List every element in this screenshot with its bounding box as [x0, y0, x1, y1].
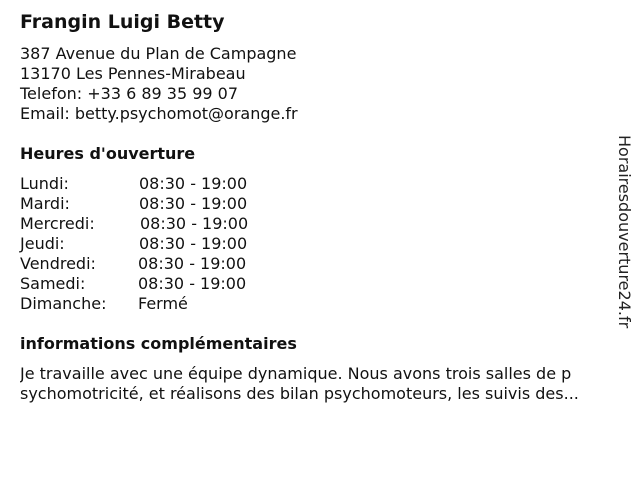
- time-range: 08:30 - 19:00: [138, 254, 247, 273]
- day-label: Vendredi:: [20, 254, 96, 273]
- info-description: [20, 364, 630, 404]
- business-name: Frangin Luigi Betty: [20, 11, 225, 33]
- time-range: 08:30 - 19:00: [139, 234, 248, 253]
- street-address: 387 Avenue du Plan de Campagne: [20, 44, 297, 63]
- time-range: Fermé: [138, 294, 188, 313]
- contact-block: [20, 44, 298, 124]
- day-label: Jeudi:: [20, 234, 65, 253]
- info-line: Je travaille avec une équipe dynamique. Nous avons trois salles de p: [20, 364, 572, 383]
- phone-number: Telefon: +33 6 89 35 99 07: [20, 84, 239, 103]
- info-heading: informations complémentaires: [20, 334, 297, 353]
- time-range: 08:30 - 19:00: [140, 214, 249, 233]
- email-address: Email: betty.psychomot@orange.fr: [20, 104, 298, 123]
- day-label: Mercredi:: [20, 214, 95, 233]
- day-label: Lundi:: [20, 174, 69, 193]
- time-range: 08:30 - 19:00: [139, 174, 248, 193]
- day-label: Samedi:: [20, 274, 86, 293]
- hours-heading: Heures d'ouverture: [20, 144, 196, 163]
- time-range: 08:30 - 19:00: [138, 274, 247, 293]
- site-watermark: Horairesdouverture24.fr: [615, 135, 634, 329]
- day-label: Dimanche:: [20, 294, 107, 313]
- info-line: sychomotricité, et réalisons des bilan psychomoteurs, les suivis des...: [20, 384, 579, 403]
- day-label: Mardi:: [20, 194, 70, 213]
- time-range: 08:30 - 19:00: [139, 194, 248, 213]
- city-address: 13170 Les Pennes-Mirabeau: [20, 64, 246, 83]
